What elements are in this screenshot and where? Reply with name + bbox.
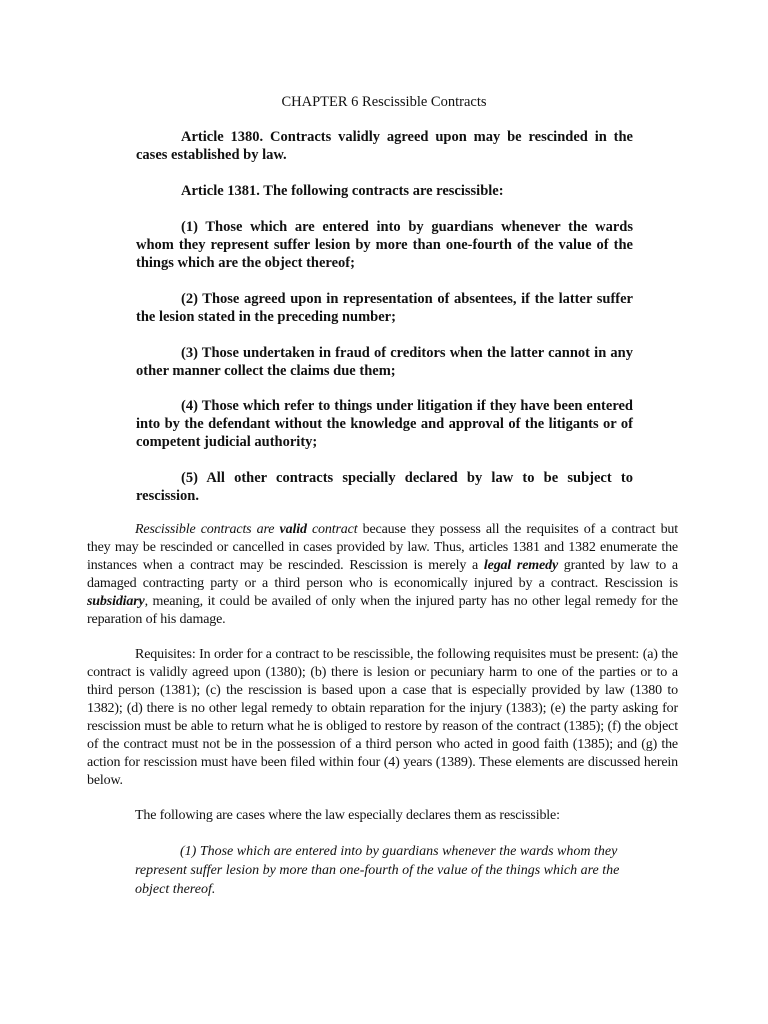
paragraph-rescissible-contracts bbox=[87, 521, 678, 629]
para1-intro: Rescissible contracts are bbox=[135, 522, 275, 537]
para1-subsidiary: subsidiary bbox=[87, 594, 145, 609]
quoted-provision-1: (1) Those which are entered into by guardians whenever the wards whom they represent suffer lesion by more than one-fourth of the value of the things which are the object thereof. bbox=[135, 844, 620, 897]
paragraph-cases-intro: The following are cases where the law especially declares them as rescissible: bbox=[135, 808, 560, 823]
para1-text-b: granted by law to a damaged contracting party or a third person who is economically injured by a contract. Rescission is bbox=[87, 558, 678, 591]
para1-text-c: , meaning, it could be availed of only when the injured party has no other legal remedy for the reparation of his damage. bbox=[87, 594, 678, 627]
para1-valid: valid bbox=[279, 522, 307, 537]
article-1381-item-3: (3) Those undertaken in fraud of creditors when the latter cannot in any other manner collect the claims due them; bbox=[136, 345, 633, 379]
article-1381-item-5: (5) All other contracts specially declared by law to be subject to rescission. bbox=[136, 470, 633, 504]
para1-contract: contract bbox=[311, 522, 358, 537]
article-1380: Article 1380. Contracts validly agreed upon may be rescinded in the cases established by law. bbox=[136, 129, 633, 163]
para1-text-a: because they possess all the requisites of a contract but they may be rescinded or cancelled in cases provided by law. Thus, articles 1381 and 1382 enumerate the instances when a contract may be rescinded. Rescission is merely a bbox=[87, 522, 679, 573]
article-1381-item-1: (1) Those which are entered into by guardians whenever the wards whom they represent suffer lesion by more than one-fourth of the value of the things which are the object thereof; bbox=[136, 219, 633, 271]
paragraph-requisites: Requisites: In order for a contract to be rescissible, the following requisites must be present: (a) the contract is validly agreed upon (1380); (b) there is lesion or pecuniary harm to one of the parties or to a third person (1381); (c) the rescission is based upon a case that is especially provided by law (1380 to 1382); (d) there is no other legal remedy to obtain reparation for the injury (1383); (e) the party asking for rescission must be able to return what he is obliged to restore by reason of the contract (1385); (f) the object of the contract must not be in the possession of a third person who acted in good faith (1385); and (g) the action for rescission must have been filed within four (4) years (1389). These elements are discussed herein below. bbox=[87, 647, 678, 788]
article-1381-item-4: (4) Those which refer to things under litigation if they have been entered into by the defendant without the knowledge and approval of the litigants or of competent judicial authority; bbox=[136, 398, 633, 450]
article-1381: Article 1381. The following contracts are rescissible: bbox=[181, 183, 504, 199]
para1-legal-remedy: legal remedy bbox=[483, 558, 559, 573]
chapter-title: CHAPTER 6 Rescissible Contracts bbox=[281, 94, 487, 110]
article-1381-item-2: (2) Those agreed upon in representation of absentees, if the latter suffer the lesion stated in the preceding number; bbox=[136, 291, 633, 325]
